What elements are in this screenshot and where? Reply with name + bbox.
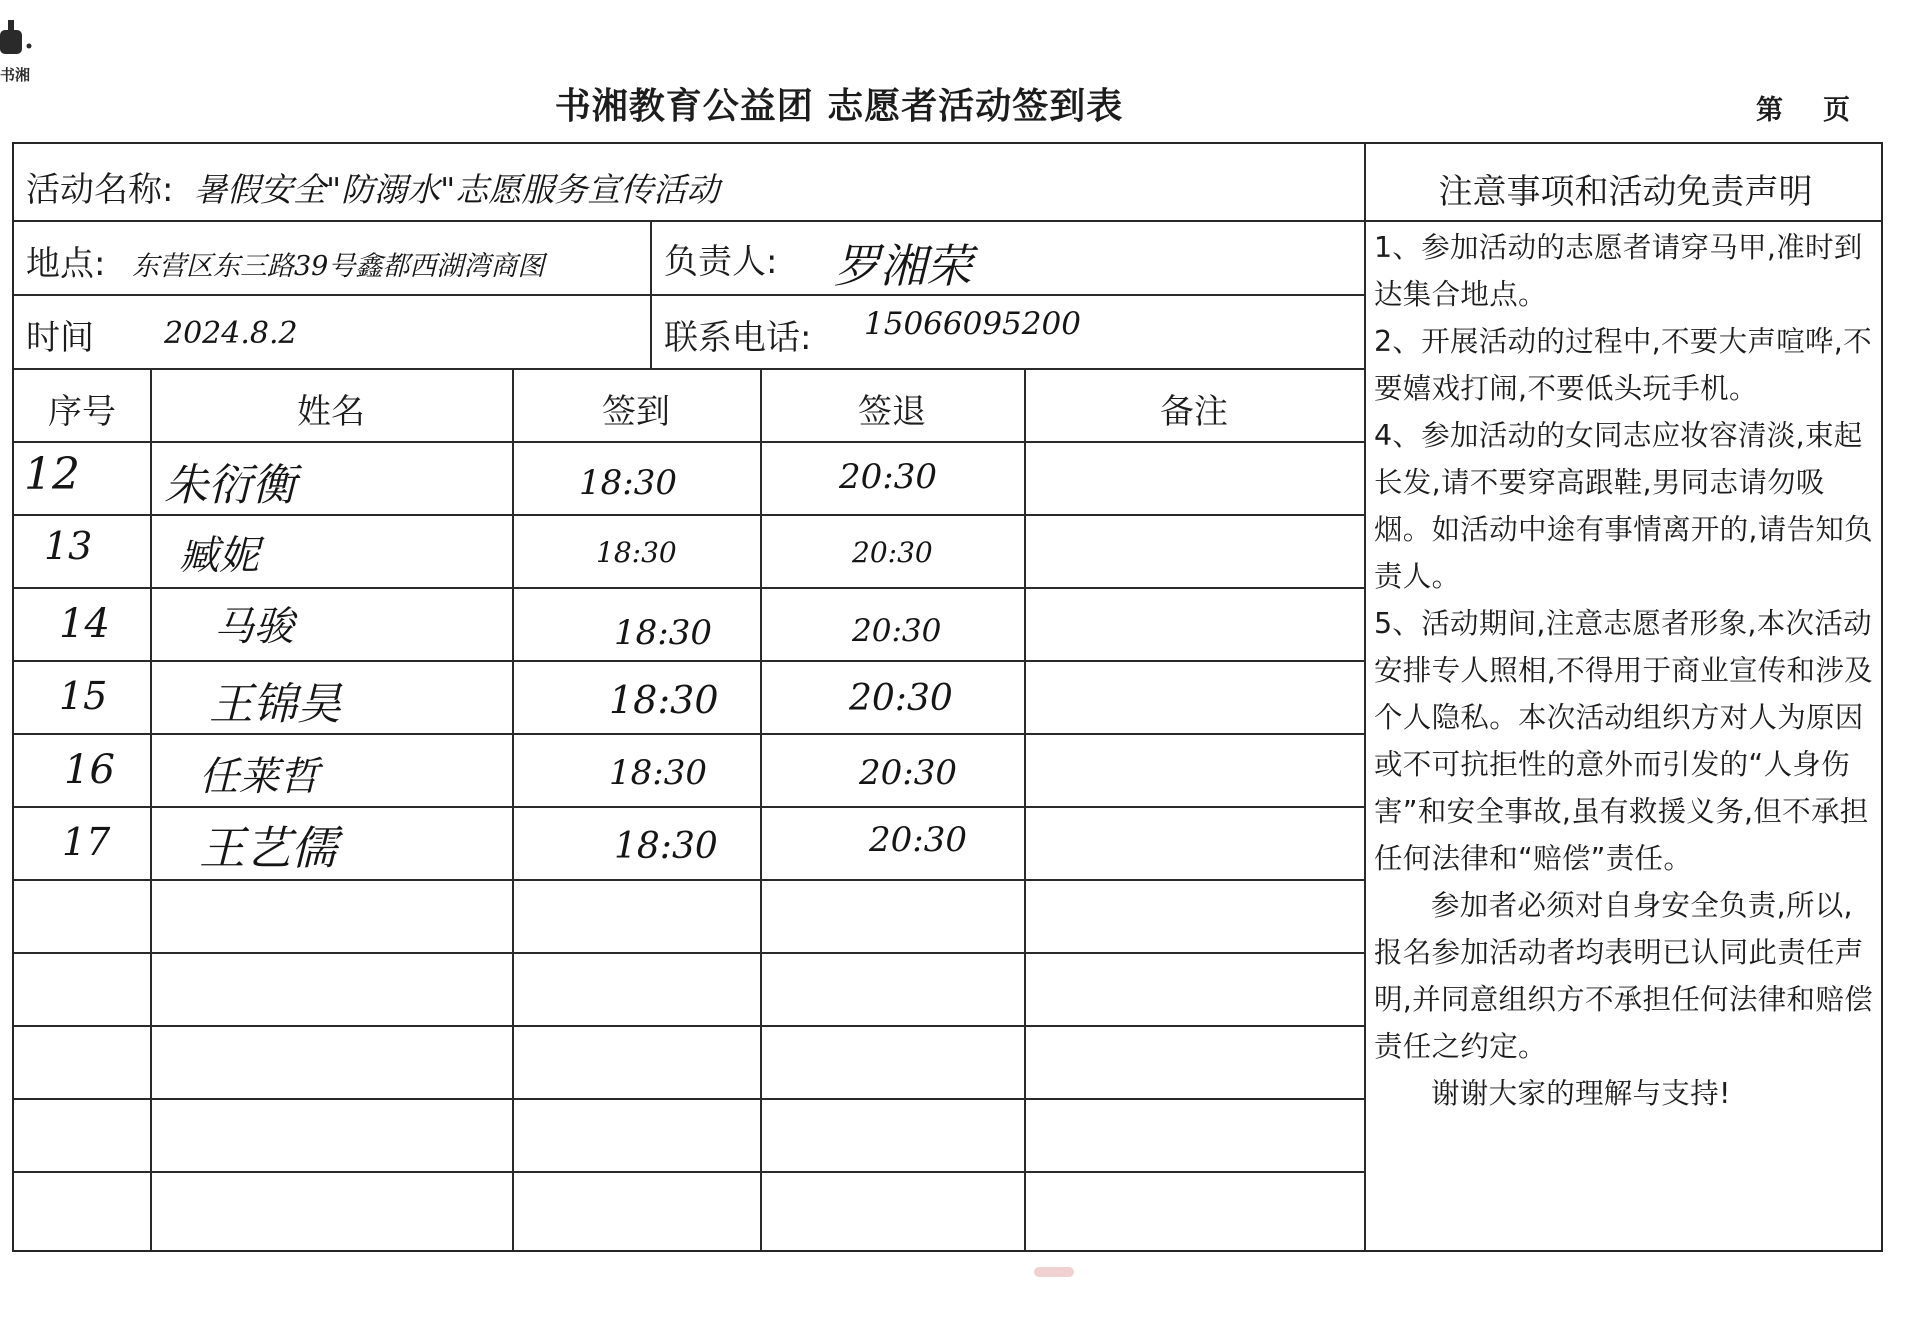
row-sign-in: 18:30 bbox=[614, 613, 712, 653]
row-sign-in: 18:30 bbox=[596, 536, 677, 569]
row-no: 12 bbox=[24, 449, 80, 500]
time-label: 时间 bbox=[26, 318, 94, 358]
row-sign-out: 20:30 bbox=[859, 753, 957, 793]
row-sign-out: 20:30 bbox=[852, 536, 933, 569]
notice-responsibility-paragraph: 参加者必须对自身安全负责,所以,报名参加活动者均表明已认同此责任声明,并同意组织方不承担任何法律和赔偿责任之约定。 bbox=[1374, 889, 1873, 1063]
row-no: 16 bbox=[64, 747, 115, 793]
row-no: 15 bbox=[59, 674, 108, 718]
row-no: 17 bbox=[62, 820, 111, 864]
leader-label: 负责人: bbox=[664, 242, 778, 282]
row-sign-in: 18:30 bbox=[579, 463, 677, 503]
organization-logo bbox=[0, 14, 40, 84]
location-label: 地点: bbox=[26, 244, 106, 284]
notice-item-5: 5、活动期间,注意志愿者形象,本次活动安排专人照相,不得用于商业宣传和涉及个人隐私。本次活动组织方对人为原因或不可抗拒性的意外而引发的“人身伤害”和安全事故,虽有救援义务,但不承担任何法律和“赔偿”责任。 bbox=[1374, 607, 1873, 875]
document-title: 书湘教育公益团 志愿者活动签到表 bbox=[554, 86, 1124, 127]
svg-text:书湘: 书湘 bbox=[0, 66, 31, 84]
header-name: 姓名 bbox=[297, 392, 365, 432]
notice-title: 注意事项和活动免责声明 bbox=[1438, 172, 1813, 212]
row-sign-out: 20:30 bbox=[869, 820, 967, 860]
location-value: 东营区东三路39号鑫都西湖湾商图 bbox=[132, 251, 545, 282]
row-sign-out: 20:30 bbox=[852, 613, 942, 649]
notice-item-1: 1、参加活动的志愿者请穿马甲,准时到达集合地点。 bbox=[1374, 231, 1863, 311]
leader-value: 罗湘荣 bbox=[834, 239, 972, 293]
row-sign-out: 20:30 bbox=[839, 457, 937, 497]
page-label-right: 页 bbox=[1823, 95, 1850, 126]
row-sign-out: 20:30 bbox=[849, 678, 953, 719]
header-sign-in: 签到 bbox=[602, 392, 670, 432]
header-no: 序号 bbox=[48, 392, 116, 432]
sign-in-form bbox=[12, 142, 1883, 1252]
activity-name-label: 活动名称: bbox=[26, 170, 174, 210]
activity-name-value: 暑假安全"防溺水"志愿服务宣传活动 bbox=[194, 170, 720, 209]
page-label-left: 第 bbox=[1756, 95, 1783, 126]
notice-body bbox=[1374, 224, 1880, 1117]
page-number-label bbox=[1756, 88, 1850, 127]
row-sign-in: 18:30 bbox=[609, 753, 707, 793]
header-remark: 备注 bbox=[1160, 392, 1228, 432]
row-no: 13 bbox=[44, 524, 93, 568]
row-name: 臧妮 bbox=[179, 533, 259, 579]
row-no: 14 bbox=[59, 601, 110, 647]
notice-thanks: 谢谢大家的理解与支持! bbox=[1431, 1077, 1731, 1110]
row-sign-in: 18:30 bbox=[609, 678, 719, 722]
time-value: 2024.8.2 bbox=[164, 316, 298, 351]
row-name: 任莱哲 bbox=[199, 754, 319, 800]
phone-label: 联系电话: bbox=[664, 318, 812, 358]
header-sign-out: 签退 bbox=[858, 392, 926, 432]
row-sign-in: 18:30 bbox=[614, 826, 718, 867]
row-name: 王锦昊 bbox=[209, 679, 341, 730]
row-name: 王艺儒 bbox=[199, 821, 337, 875]
notice-item-2: 2、开展活动的过程中,不要大声喧哗,不要嬉戏打闹,不要低头玩手机。 bbox=[1374, 325, 1872, 405]
row-name: 朱衍衡 bbox=[164, 460, 296, 511]
row-name: 马骏 bbox=[214, 604, 294, 650]
phone-value: 15066095200 bbox=[864, 306, 1081, 342]
notice-item-4: 4、参加活动的女同志应妆容清淡,束起长发,请不要穿高跟鞋,男同志请勿吸烟。如活动中途有事情离开的,请告知负责人。 bbox=[1374, 419, 1873, 593]
scan-artifact bbox=[1034, 1267, 1074, 1277]
